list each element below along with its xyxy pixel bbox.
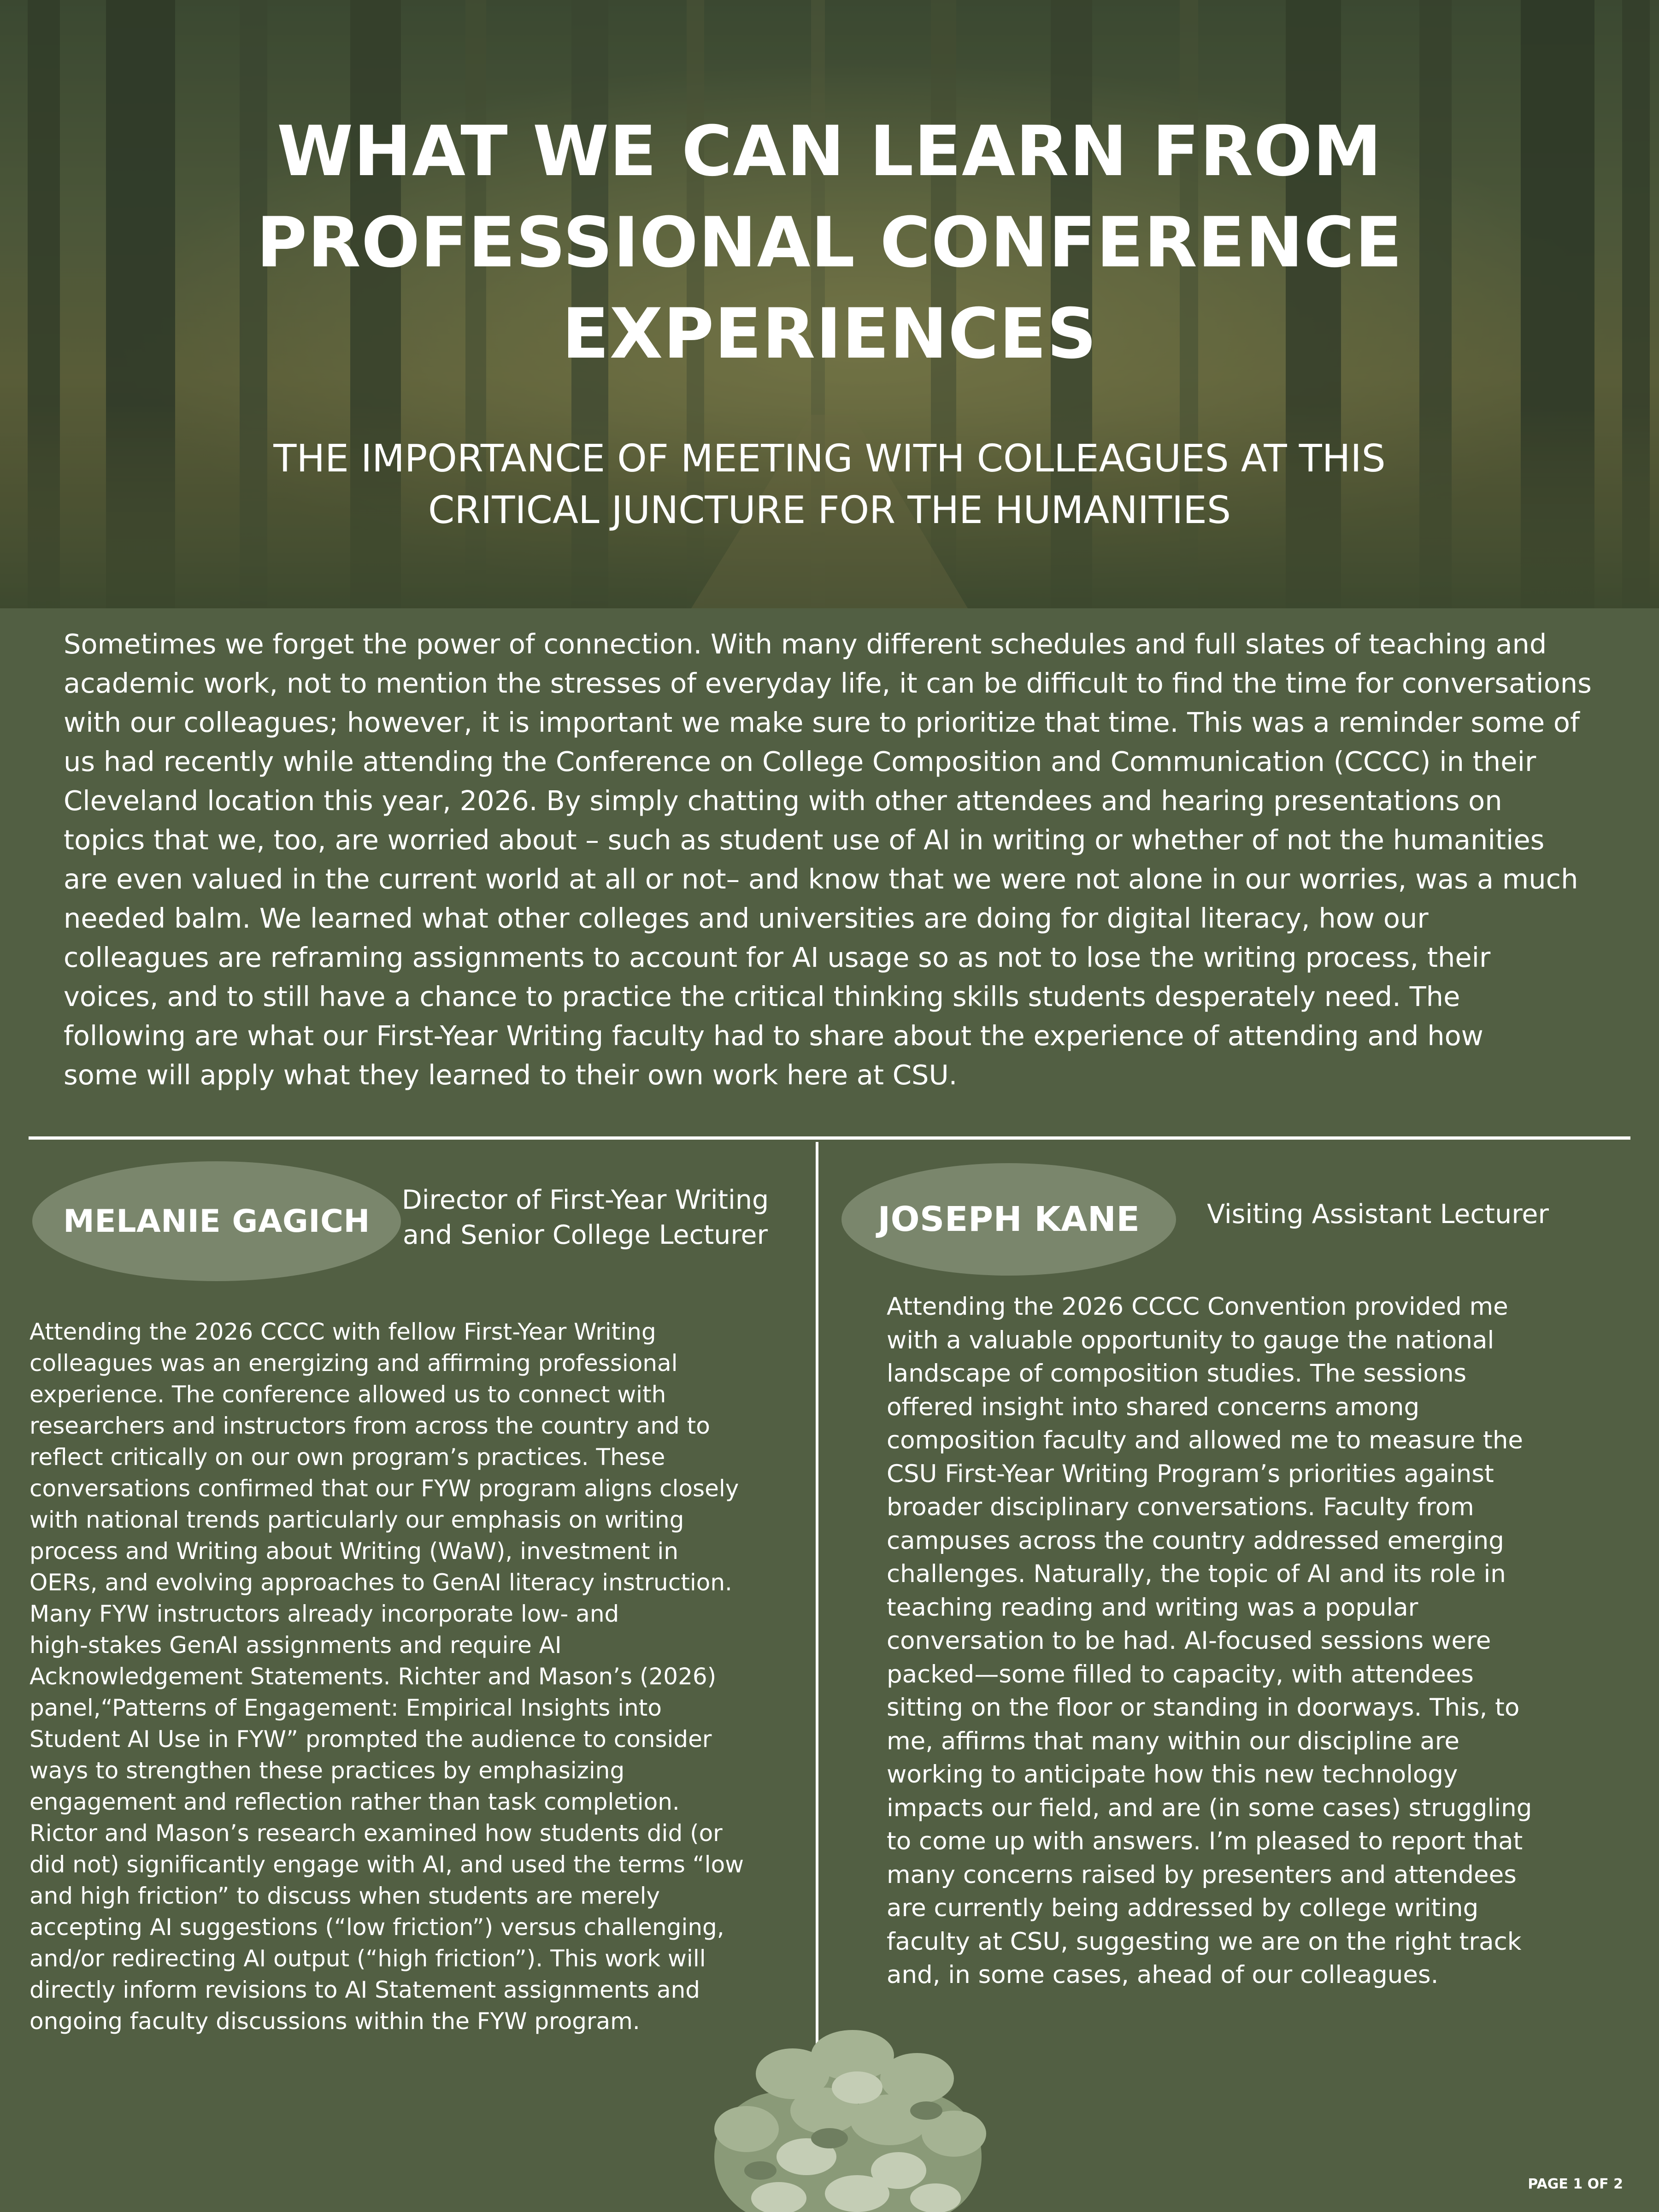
body-line: accepting AI suggestions (“low friction”) versus challenging, [29, 1914, 724, 1941]
intro-line: are even valued in the current world at all or not– and know that we were not alone in our worries, was a much [64, 863, 1578, 895]
body-line: colleagues was an energizing and affirming professional [29, 1350, 678, 1377]
column-divider [816, 1142, 818, 2111]
body-line: Attending the 2026 CCCC with fellow First-Year Writing [29, 1318, 656, 1345]
body-line: ongoing faculty discussions within the FYW program. [29, 2008, 640, 2035]
intro-line: some will apply what they learned to their own work here at CSU. [64, 1059, 958, 1091]
body-line: sitting on the floor or standing in doorways. This, to [887, 1694, 1520, 1722]
role-line: Visiting Assistant Lecturer [1207, 1199, 1549, 1230]
title-line: EXPERIENCES [562, 294, 1097, 374]
left-column-body [29, 1316, 794, 2037]
body-line: ways to strengthen these practices by emphasizing [29, 1757, 625, 1784]
body-line: panel,“Patterns of Engagement: Empirical Insights into [29, 1694, 662, 1721]
page-title [138, 106, 1521, 380]
body-line: packed—some filled to capacity, with attendees [887, 1660, 1474, 1688]
body-line: campuses across the country addressed emerging [887, 1526, 1504, 1555]
intro-line: needed balm. We learned what other colleges and universities are doing for digital literacy, how our [64, 902, 1429, 934]
author-name-badge-left [32, 1161, 401, 1281]
body-line: challenges. Naturally, the topic of AI and its role in [887, 1560, 1506, 1588]
body-line: process and Writing about Writing (WaW), investment in [29, 1538, 679, 1565]
body-line: Student AI Use in FYW” prompted the audience to consider [29, 1726, 712, 1753]
body-line: many concerns raised by presenters and attendees [887, 1860, 1517, 1889]
intro-line: with our colleagues; however, it is important we make sure to prioritize that time. This was a reminder some of [64, 706, 1580, 738]
author-name: MELANIE GAGICH [63, 1203, 370, 1240]
horizontal-divider [29, 1136, 1630, 1140]
body-line: Many FYW instructors already incorporate low- and [29, 1600, 619, 1627]
subtitle-line: THE IMPORTANCE OF MEETING WITH COLLEAGUES AT THIS [273, 437, 1386, 481]
body-line: are currently being addressed by college writing [887, 1894, 1479, 1922]
page-number: PAGE 1 OF 2 [1528, 2176, 1623, 2192]
role-line: Director of First-Year Writing [401, 1185, 769, 1215]
body-line: Attending the 2026 CCCC Convention provided me [887, 1293, 1508, 1321]
intro-line: us had recently while attending the Conference on College Composition and Communication (CCCC) in their [64, 746, 1536, 777]
author-name: JOSEPH KANE [877, 1200, 1140, 1239]
body-line: conversation to be had. AI-focused sessions were [887, 1627, 1491, 1655]
body-line: reflect critically on our own program’s practices. These [29, 1444, 665, 1471]
intro-line: voices, and to still have a chance to practice the critical thinking skills students desperately need. The [64, 981, 1460, 1012]
title-line: PROFESSIONAL CONFERENCE [256, 203, 1403, 283]
body-line: OERs, and evolving approaches to GenAI literacy instruction. [29, 1569, 732, 1596]
body-line: impacts our field, and are (in some cases) struggling [887, 1794, 1532, 1822]
author-name-badge-right [841, 1163, 1176, 1276]
intro-line: Cleveland location this year, 2026. By simply chatting with other attendees and hearing presentations on [64, 785, 1502, 817]
body-line: Acknowledgement Statements. Richter and Mason’s (2026) [29, 1663, 717, 1690]
right-column-body [887, 1290, 1606, 1992]
author-role-right [1189, 1197, 1567, 1232]
body-line: with national trends particularly our emphasis on writing [29, 1506, 684, 1533]
intro-line: topics that we, too, are worried about – such as student use of AI in writing or whether of not the humanities [64, 824, 1545, 856]
author-role-left [401, 1182, 770, 1253]
body-line: broader disciplinary conversations. Faculty from [887, 1493, 1474, 1521]
body-line: conversations confirmed that our FYW program aligns closely [29, 1475, 739, 1502]
body-line: offered insight into shared concerns among [887, 1393, 1420, 1421]
body-line: to come up with answers. I’m pleased to report that [887, 1827, 1523, 1855]
intro-paragraph [64, 624, 1640, 1094]
header-banner [0, 0, 1659, 608]
role-line: and Senior College Lecturer [402, 1220, 768, 1250]
intro-line: Sometimes we forget the power of connection. With many different schedules and full slates of teaching and [64, 628, 1547, 660]
intro-line: academic work, not to mention the stresses of everyday life, it can be difficult to find the time for conversations [64, 667, 1592, 699]
body-line: and high friction” to discuss when students are merely [29, 1883, 660, 1909]
body-line: teaching reading and writing was a popular [887, 1593, 1418, 1622]
intro-line: following are what our First-Year Writing faculty had to share about the experience of attending and how [64, 1020, 1483, 1052]
body-line: engagement and reflection rather than task completion. [29, 1788, 680, 1815]
shrub-illustration [641, 2018, 1055, 2212]
body-line: me, affirms that many within our discipline are [887, 1727, 1459, 1755]
body-line: and/or redirecting AI output (“high friction”). This work will [29, 1945, 706, 1972]
body-line: directly inform revisions to AI Statement assignments and [29, 1977, 700, 2003]
body-line: high-stakes GenAI assignments and require AI [29, 1632, 562, 1659]
subtitle-line: CRITICAL JUNCTURE FOR THE HUMANITIES [428, 488, 1231, 532]
title-line: WHAT WE CAN LEARN FROM [276, 112, 1382, 192]
page-subtitle [138, 433, 1521, 536]
body-line: Rictor and Mason’s research examined how students did (or [29, 1820, 723, 1847]
intro-line: colleagues are reframing assignments to account for AI usage so as not to lose the writing process, their [64, 941, 1491, 973]
body-line: CSU First-Year Writing Program’s priorities against [887, 1459, 1494, 1488]
body-line: did not) significantly engage with AI, and used the terms “low [29, 1851, 744, 1878]
body-line: faculty at CSU, suggesting we are on the right track [887, 1927, 1522, 1956]
body-line: landscape of composition studies. The sessions [887, 1359, 1467, 1388]
body-line: composition faculty and allowed me to measure the [887, 1426, 1524, 1454]
body-line: working to anticipate how this new technology [887, 1760, 1458, 1788]
body-line: experience. The conference allowed us to connect with [29, 1381, 666, 1408]
body-line: with a valuable opportunity to gauge the national [887, 1326, 1494, 1354]
body-line: researchers and instructors from across the country and to [29, 1412, 710, 1439]
body-line: and, in some cases, ahead of our colleagues. [887, 1961, 1439, 1989]
